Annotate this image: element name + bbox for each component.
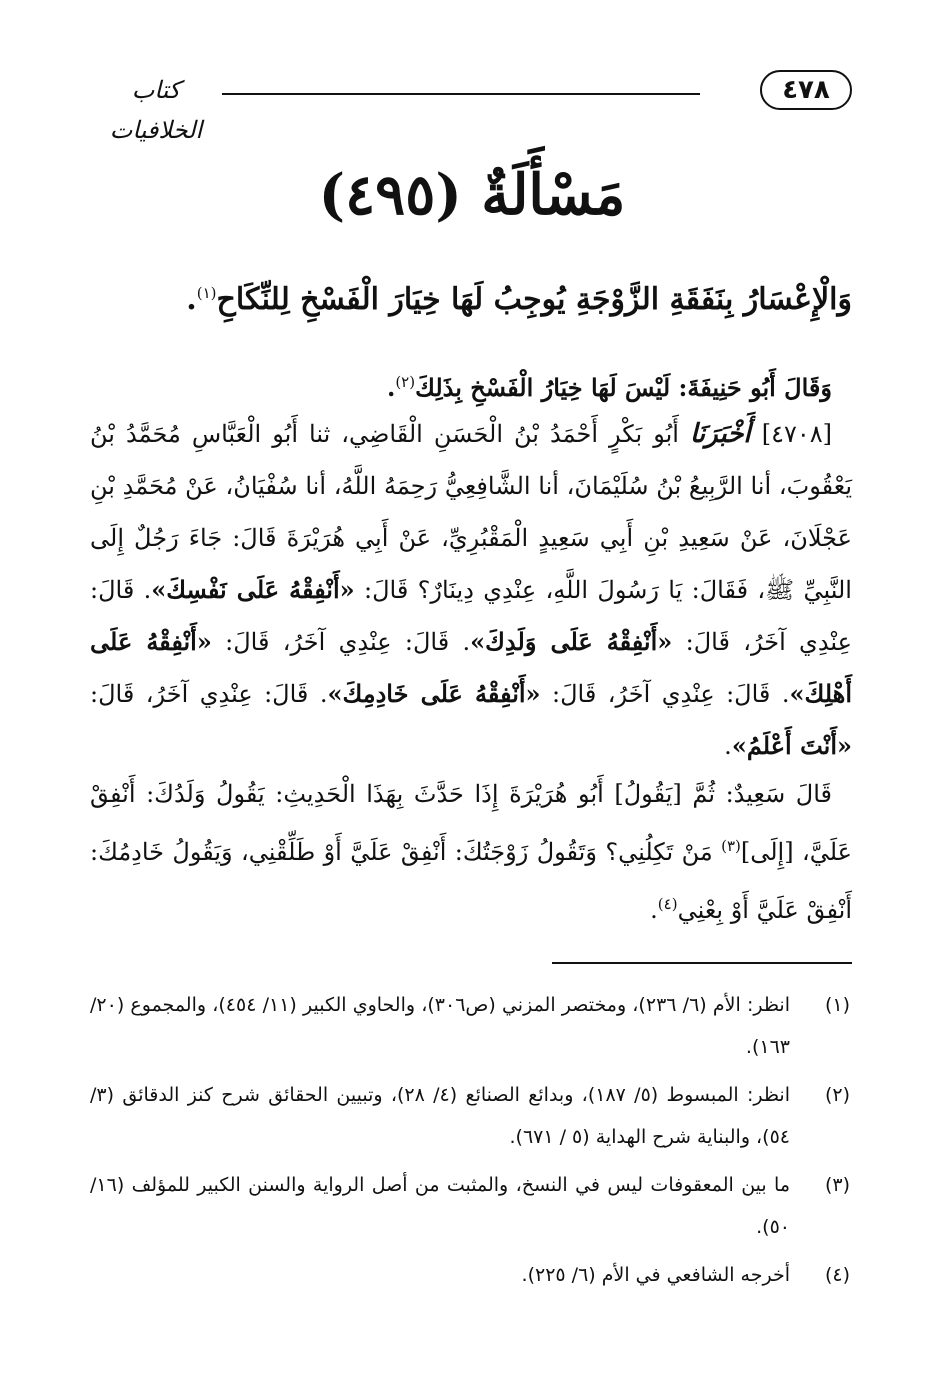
prophet-quote-3: «أَنْفِقْهُ عَلَى أَهْلِكَ» (90, 627, 852, 708)
hanafi-end: . (386, 373, 396, 402)
hadith-number: [٤٧٠٨] (761, 420, 832, 448)
footnote-number: (٤) (824, 1264, 850, 1286)
page-header (92, 66, 852, 144)
footnote-ref-1: (١) (196, 284, 217, 302)
issue-statement-text: وَالْإِعْسَارُ بِنَفَقَةِ الزَّوْجَةِ يُوجِبُ لَهَا خِيَارَ الْفَسْخِ لِلنِّكَاحِ (216, 282, 852, 317)
footnote-text: ما بين المعقوفات ليس في النسخ، والمثبت من أصل الرواية والسنن الكبير للمؤلف (١٦/ ٥٠). (90, 1174, 790, 1238)
hadith-paragraph (90, 408, 852, 772)
prophet-quote-1: «أَنْفِقْهُ عَلَى نَفْسِكَ» (151, 575, 355, 604)
saeed-paragraph (90, 768, 852, 936)
footnote-item (90, 1074, 852, 1158)
issue-statement-end: . (186, 282, 197, 317)
footnote-item (90, 984, 852, 1068)
book-title: كتاب الخلافيات (109, 76, 203, 144)
issue-statement (90, 268, 852, 325)
footnote-text: انظر: الأم (٦/ ٢٣٦)، ومختصر المزني (ص٣٠٦)، والحاوي الكبير (١١/ ٤٥٤)، والمجموع (٢٠/ ١٦٣). (90, 994, 790, 1058)
header-rule (222, 93, 700, 95)
footnote-ref-4: (٤) (657, 895, 678, 913)
hanafi-opinion (90, 356, 852, 414)
prophet-quote-5: «أَنْتَ أَعْلَمُ» (731, 731, 852, 760)
hadith-text-4: . قَالَ: عِنْدِي آخَرُ، قَالَ: (90, 680, 328, 708)
saeed-text-2: مَنْ تَكِلُنِي؟ وَتَقُولُ زَوْجَتُكَ: أَنْفِقْ عَلَيَّ أَوْ طَلِّقْنِي، وَيَقُولُ خَادِمُكَ: أَنْفِقْ عَلَيَّ أَوْ بِعْنِي (90, 838, 852, 924)
footnote-ref-3: (٣) (721, 837, 741, 855)
footnote-item (90, 1254, 852, 1296)
issue-title: مَسْأَلَةٌ (٤٩٥) (318, 162, 626, 228)
footnote-number: (١) (824, 994, 850, 1016)
hadith-text-1: . قَالَ: عِنْدِي آخَرُ، قَالَ: (90, 576, 852, 656)
prophet-quote-2: «أَنْفِقْهُ عَلَى وَلَدِكَ» (470, 627, 673, 656)
saeed-text-1: قَالَ سَعِيدٌ: ثُمَّ [يَقُولُ] أَبُو هُرَيْرَةَ إِذَا حَدَّثَ بِهَذَا الْحَدِيثِ: يَقُولُ وَلَدُكَ: أَنْفِقْ عَلَيَّ، [إِلَى] (90, 780, 852, 866)
page-number: ٤٧٨ (760, 70, 852, 110)
hadith-isnad: أَبُو بَكْرٍ أَحْمَدُ بْنُ الْحَسَنِ الْقَاضِي، ثنا أَبُو الْعَبَّاسِ مُحَمَّدُ بْنُ يَعْقُوبَ، أنا الرَّبِيعُ بْنُ سُلَيْمَانَ، أنا الشَّافِعِيُّ رَحِمَهُ اللَّهُ، أنا سُفْيَانُ، عَنْ مُحَمَّدِ بْنِ عَجْلَانَ، عَنْ سَعِيدِ بْنِ أَبِي سَعِيدٍ الْمَقْبُرِيِّ، عَنْ أَبِي هُرَيْرَةَ قَالَ: جَاءَ رَجُلٌ إِلَى النَّبِيِّ ﷺ، فَقَالَ: يَا رَسُولَ اللَّهِ، عِنْدِي دِينَارٌ؟ قَالَ: (90, 420, 852, 604)
footnote-text: انظر: المبسوط (٥/ ١٨٧)، وبدائع الصنائع (٤/ ٢٨)، وتبيين الحقائق شرح كنز الدقائق (٣/ ٥٤)، والبناية شرح الهداية (٥ / ٦٧١). (90, 1084, 790, 1148)
footnote-number: (٣) (824, 1174, 850, 1196)
footnote-text: أخرجه الشافعي في الأم (٦/ ٢٢٥). (521, 1264, 790, 1286)
footnotes (90, 984, 852, 1302)
footnote-number: (٢) (824, 1084, 850, 1106)
hadith-text-5: . (724, 732, 732, 760)
saeed-end: . (650, 896, 658, 924)
footnote-separator (552, 962, 852, 964)
footnote-item (90, 1164, 852, 1248)
hanafi-text: وَقَالَ أَبُو حَنِيفَةَ: لَيْسَ لَهَا خِيَارُ الْفَسْخِ بِذَلِكَ (415, 373, 832, 402)
footnote-ref-2: (٢) (395, 373, 416, 391)
hadith-text-2: . قَالَ: عِنْدِي آخَرُ، قَالَ: (225, 628, 471, 656)
hadith-text-3: . قَالَ: عِنْدِي آخَرُ، قَالَ: (552, 680, 790, 708)
prophet-quote-4: «أَنْفِقْهُ عَلَى خَادِمِكَ» (327, 679, 541, 708)
akhbarana-word: أَخْبَرَنَا (690, 419, 751, 449)
